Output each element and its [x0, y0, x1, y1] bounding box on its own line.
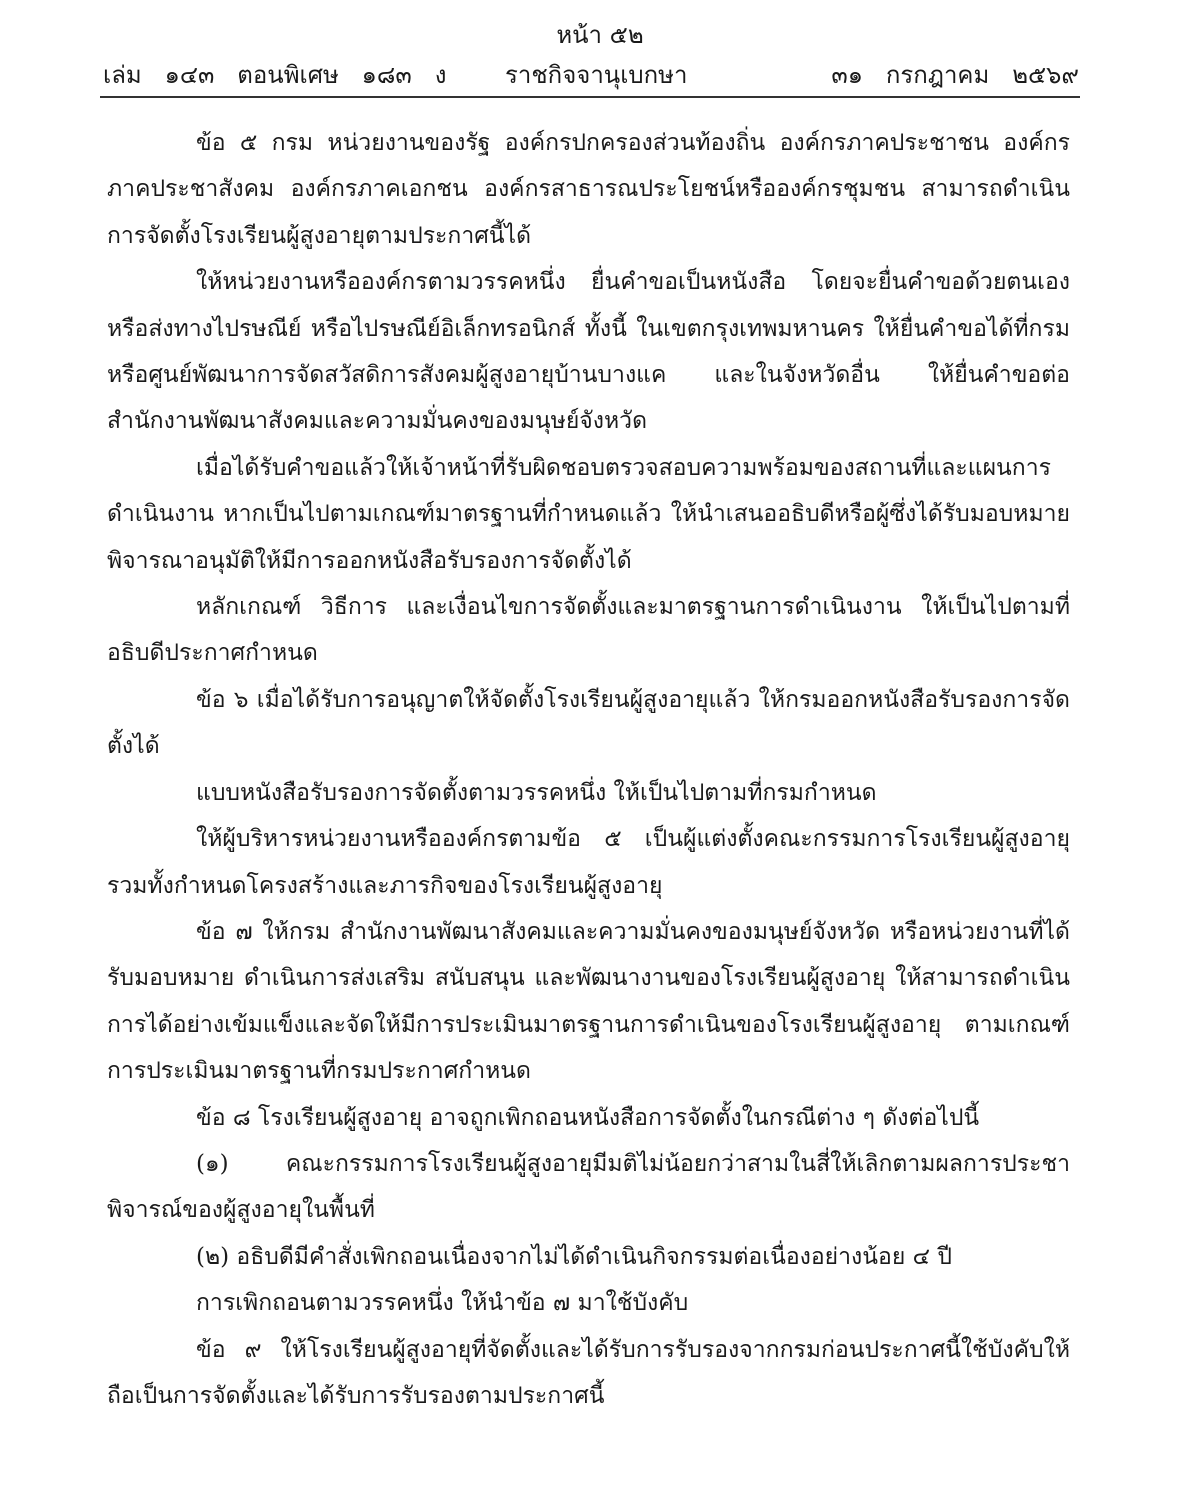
clause-8-revocation-paragraph: การเพิกถอนตามวรรคหนึ่ง ให้นำข้อ ๗ มาใช้บังคับ	[196, 1290, 689, 1317]
document-body	[107, 120, 1070, 1419]
clause-5-submission-paragraph: ให้หน่วยงานหรือองค์กรตามวรรคหนึ่ง ยื่นคำขอเป็นหนังสือ โดยจะยื่นคำขอด้วยตนเอง หรือส่งทางไปรษณีย์ หรือไปรษณีย์อิเล็กทรอนิกส์ ทั้งนี้ ในเขตกรุงเทพมหานคร ให้ยื่นคำขอได้ที่กรมหรือศูนย์พัฒนาการจัดสวัสดิการสังคมผู้สูงอายุบ้านบางแค และในจังหวัดอื่น ให้ยื่นคำขอต่อสำนักงานพัฒนาสังคมและความมั่นคงของมนุษย์จังหวัด	[107, 269, 1070, 435]
clause-8-item-2: (๒) อธิบดีมีคำสั่งเพิกถอนเนื่องจากไม่ได้ดำเนินกิจกรรมต่อเนื่องอย่างน้อย ๔ ปี	[196, 1243, 952, 1270]
clause-9-paragraph: ข้อ ๙ ให้โรงเรียนผู้สูงอายุที่จัดตั้งและได้รับการรับรองจากกรมก่อนประกาศนี้ใช้บังคับให้ถือเป็นการจัดตั้งและได้รับการรับรองตามประกาศนี้	[107, 1336, 1070, 1409]
clause-5-paragraph: ข้อ ๕ กรม หน่วยงานของรัฐ องค์กรปกครองส่วนท้องถิ่น องค์กรภาคประชาชน องค์กรภาคประชาสังคม องค์กรภาคเอกชน องค์กรสาธารณประโยชน์หรือองค์กรชุมชน สามารถดำเนินการจัดตั้งโรงเรียนผู้สูงอายุตามประกาศนี้ได้	[107, 130, 1070, 249]
publication-date: ๓๑ กรกฎาคม ๒๕๖๙	[831, 61, 1079, 89]
page-number: หน้า ๕๒	[556, 21, 644, 49]
gazette-header	[103, 56, 1079, 94]
publication-title: ราชกิจจานุเบกษา	[505, 61, 688, 89]
clause-8-item-1: (๑) คณะกรรมการโรงเรียนผู้สูงอายุมีมติไม่น้อยกว่าสามในสี่ให้เลิกตามผลการประชาพิจารณ์ของผู้สูงอายุในพื้นที่	[107, 1150, 1070, 1224]
clause-6-paragraph: ข้อ ๖ เมื่อได้รับการอนุญาตให้จัดตั้งโรงเรียนผู้สูงอายุแล้ว ให้กรมออกหนังสือรับรองการจัดตั้งได้	[107, 686, 1070, 760]
header-divider	[100, 96, 1080, 98]
clause-7-paragraph: ข้อ ๗ ให้กรม สำนักงานพัฒนาสังคมและความมั่นคงของมนุษย์จังหวัด หรือหน่วยงานที่ได้รับมอบหมาย ดำเนินการส่งเสริม สนับสนุน และพัฒนางานของโรงเรียนผู้สูงอายุ ให้สามารถดำเนินการได้อย่างเข้มแข็งและจัดให้มีการประเมินมาตรฐานการดำเนินของโรงเรียนผู้สูงอายุ ตามเกณฑ์การประเมินมาตรฐานที่กรมประกาศกำหนด	[107, 918, 1070, 1085]
clause-6-committee-paragraph: ให้ผู้บริหารหน่วยงานหรือองค์กรตามข้อ ๕ เป็นผู้แต่งตั้งคณะกรรมการโรงเรียนผู้สูงอายุ รวมทั้งกำหนดโครงสร้างและภารกิจของโรงเรียนผู้สูงอายุ	[107, 826, 1070, 899]
clause-5-review-paragraph: เมื่อได้รับคำขอแล้วให้เจ้าหน้าที่รับผิดชอบตรวจสอบความพร้อมของสถานที่และแผนการดำเนินงาน หากเป็นไปตามเกณฑ์มาตรฐานที่กำหนดแล้ว ให้นำเสนออธิบดีหรือผู้ซึ่งได้รับมอบหมายพิจารณาอนุมัติให้มีการออกหนังสือรับรองการจัดตั้งได้	[107, 454, 1070, 574]
clause-5-criteria-paragraph: หลักเกณฑ์ วิธีการ และเงื่อนไขการจัดตั้งและมาตรฐานการดำเนินงาน ให้เป็นไปตามที่อธิบดีประกาศกำหนด	[107, 594, 1070, 667]
clause-6-form-paragraph: แบบหนังสือรับรองการจัดตั้งตามวรรคหนึ่ง ให้เป็นไปตามที่กรมกำหนด	[196, 779, 877, 806]
clause-8-paragraph: ข้อ ๘ โรงเรียนผู้สูงอายุ อาจถูกเพิกถอนหนังสือการจัดตั้งในกรณีต่าง ๆ ดังต่อไปนี้	[196, 1104, 980, 1131]
volume-issue: เล่ม ๑๔๓ ตอนพิเศษ ๑๘๓ ง	[103, 61, 447, 89]
